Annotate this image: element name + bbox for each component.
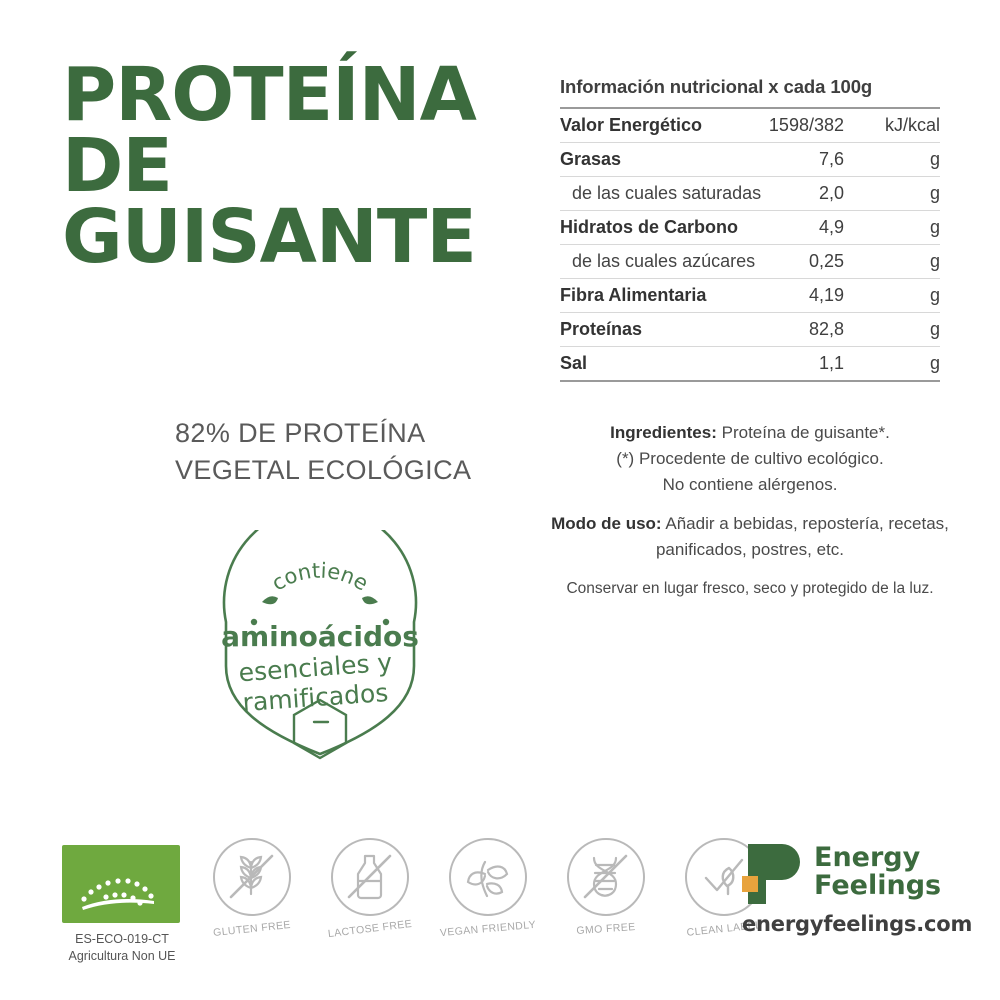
lactose-free-label: LACTOSE FREE [327,917,413,941]
page-title [62,52,542,281]
ingredients-label: Ingredientes: [610,423,717,442]
brand-word2: Feelings [814,870,942,901]
gluten-free-label: GLUTEN FREE [212,918,292,940]
nutrient-unit: g [878,313,940,347]
nutrient-label: Sal [560,347,766,382]
table-row [560,108,940,143]
table-row [560,143,940,177]
nutrition-panel [560,76,940,382]
nutrient-value: 82,8 [766,313,878,347]
brand-url[interactable]: energyfeelings.com [742,912,973,936]
nutrient-label: Valor Energético [560,108,766,143]
nutrient-label: de las cuales saturadas [560,177,766,211]
storage-note: Conservar en lugar fresco, seco y protegido de la luz. [566,580,934,598]
eu-organic-leaf-icon [62,845,180,923]
nutrition-title: Información nutricional x cada 100g [560,76,873,97]
gmo-free-label: GMO FREE [576,920,636,938]
table-row [560,245,940,279]
cert-lactose-free [318,838,422,941]
nutrient-unit: g [878,347,940,382]
usage-line [545,511,955,563]
eu-organic-caption [62,931,182,965]
nutrient-unit: g [878,279,940,313]
nutrient-unit: g [878,245,940,279]
nutrient-value: 4,19 [766,279,878,313]
nutrient-label: Fibra Alimentaria [560,279,766,313]
ingredients-line [545,420,955,446]
cert-gmo-free [554,838,658,938]
clean-label-label: CLEAN LABEL [686,919,762,939]
amino-line3: esenciales y [237,647,394,688]
eu-organic-code: ES-ECO-019-CT [75,932,169,946]
nutrient-unit: g [878,177,940,211]
nutrient-label: Grasas [560,143,766,177]
table-row [560,279,940,313]
amino-line2: aminoácidos [221,620,419,653]
amino-line4: ramificados [241,677,390,718]
certification-icons [200,838,776,941]
nutrient-unit: g [878,143,940,177]
amino-acids-badge [190,530,450,770]
cert-vegan-friendly [436,838,540,940]
vegan-friendly-icon [449,838,527,916]
product-claim: 82% DE PROTEÍNA VEGETAL ECOLÓGICA [175,418,472,485]
svg-text:contiene [267,559,372,596]
nutrient-unit: g [878,211,940,245]
usage-text: Añadir a bebidas, repostería, recetas, panificados, postres, etc. [655,514,949,560]
nutrient-unit: kJ/kcal [878,108,940,143]
gmo-free-icon [567,838,645,916]
table-row [560,177,940,211]
nutrient-value: 7,6 [766,143,878,177]
amino-line1: contiene [267,558,373,596]
nutrient-label: de las cuales azúcares [560,245,766,279]
product-info [545,420,955,601]
brand-wordmark [814,841,942,901]
cert-gluten-free [200,838,304,940]
product-title-line1: PROTEÍNA DE [62,52,476,210]
table-row [560,211,940,245]
nutrient-value: 2,0 [766,177,878,211]
nutrition-table-body [560,108,940,381]
nutrition-table [560,107,940,382]
ingredients-text: Proteína de guisante*. [716,423,890,442]
nutrient-label: Hidratos de Carbono [560,211,766,245]
table-row [560,313,940,347]
nutrient-value: 4,9 [766,211,878,245]
nutrient-value: 1598/382 [766,108,878,143]
table-row [560,347,940,382]
energy-feelings-mark-icon [742,840,804,904]
vegan-friendly-label: VEGAN FRIENDLY [439,918,537,940]
gluten-free-icon [213,838,291,916]
eu-organic-origin: Agricultura Non UE [68,948,176,963]
eu-organic-certification [62,845,182,965]
lactose-free-icon [331,838,409,916]
allergens-note: No contiene alérgenos. [662,474,838,494]
usage-label: Modo de uso: [551,514,662,534]
product-title-line2: GUISANTE [62,194,476,281]
nutrient-value: 1,1 [766,347,878,382]
nutrient-value: 0,25 [766,245,878,279]
brand-word1: Energy [814,841,921,873]
nutrient-label: Proteínas [560,313,766,347]
origin-note: (*) Procedente de cultivo ecológico. [616,448,884,468]
brand-logo [742,840,973,936]
